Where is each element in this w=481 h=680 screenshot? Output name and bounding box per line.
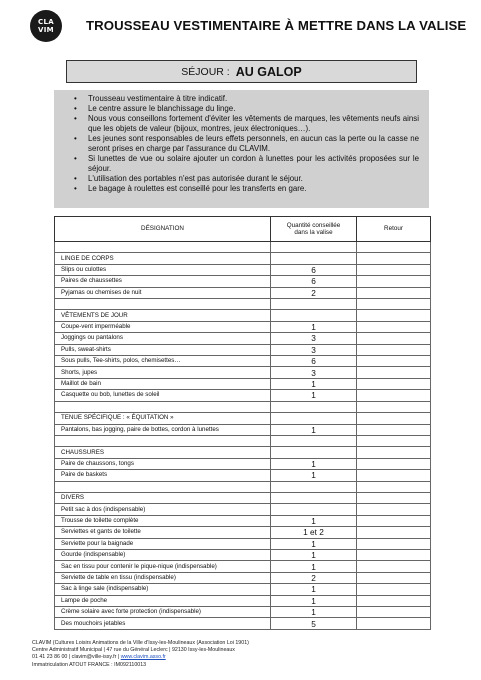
table-body bbox=[55, 242, 431, 630]
info-item: • Trousseau vestimentaire à titre indicatif. bbox=[74, 94, 419, 104]
logo-line-2: VIM bbox=[38, 26, 54, 34]
table-row bbox=[55, 378, 431, 389]
info-item: • Le centre assure le blanchissage du linge. bbox=[74, 104, 419, 114]
clavim-logo bbox=[30, 10, 62, 42]
item-return-cell bbox=[357, 333, 431, 344]
item-label: Sac en tissu pour contenir le pique-nique (indispensable) bbox=[55, 561, 271, 572]
header-designation: DÉSIGNATION bbox=[55, 217, 271, 242]
table-header-row bbox=[55, 217, 431, 242]
item-quantity bbox=[271, 401, 357, 412]
item-quantity: 5 bbox=[271, 618, 357, 629]
table-row bbox=[55, 584, 431, 595]
item-quantity bbox=[271, 435, 357, 446]
item-return-cell bbox=[357, 413, 431, 424]
item-return-cell bbox=[357, 618, 431, 629]
table-row bbox=[55, 538, 431, 549]
table-row bbox=[55, 595, 431, 606]
section-row bbox=[55, 447, 431, 458]
section-row bbox=[55, 492, 431, 503]
item-label bbox=[55, 242, 271, 253]
item-return-cell bbox=[357, 595, 431, 606]
table-row bbox=[55, 607, 431, 618]
item-return-cell bbox=[357, 253, 431, 264]
item-quantity bbox=[271, 481, 357, 492]
item-return-cell bbox=[357, 310, 431, 321]
spacer-row bbox=[55, 435, 431, 446]
table-row bbox=[55, 287, 431, 298]
table-row bbox=[55, 367, 431, 378]
item-quantity: 3 bbox=[271, 367, 357, 378]
item-quantity: 1 bbox=[271, 607, 357, 618]
item-return-cell bbox=[357, 481, 431, 492]
item-label: Serviette pour la baignade bbox=[55, 538, 271, 549]
spacer-row bbox=[55, 242, 431, 253]
item-quantity: 1 bbox=[271, 470, 357, 481]
item-label: Paire de baskets bbox=[55, 470, 271, 481]
item-quantity bbox=[271, 492, 357, 503]
item-quantity: 1 bbox=[271, 595, 357, 606]
page-title: TROUSSEAU VESTIMENTAIRE À METTRE DANS LA VALISE bbox=[86, 18, 467, 33]
item-return-cell bbox=[357, 549, 431, 560]
website-link[interactable]: www.clavim.asso.fr bbox=[120, 654, 166, 661]
spacer-row bbox=[55, 481, 431, 492]
item-label: Shorts, jupes bbox=[55, 367, 271, 378]
section-label: DIVERS bbox=[55, 492, 271, 503]
item-label: Sac à linge sale (indispensable) bbox=[55, 584, 271, 595]
item-return-cell bbox=[357, 470, 431, 481]
logo-line-1: CLA bbox=[38, 18, 54, 26]
item-quantity: 3 bbox=[271, 344, 357, 355]
spacer-row bbox=[55, 401, 431, 412]
item-label bbox=[55, 481, 271, 492]
item-return-cell bbox=[357, 584, 431, 595]
table-row bbox=[55, 356, 431, 367]
header-quantity-line-1: Quantité conseillée bbox=[286, 221, 341, 229]
item-label: Gourde (indispensable) bbox=[55, 549, 271, 560]
item-label: Sous pulls, Tee-shirts, polos, chemisettes… bbox=[55, 356, 271, 367]
item-quantity: 6 bbox=[271, 356, 357, 367]
item-label: Crème solaire avec forte protection (indispensable) bbox=[55, 607, 271, 618]
table-row bbox=[55, 424, 431, 435]
item-quantity: 1 bbox=[271, 584, 357, 595]
item-quantity: 1 bbox=[271, 515, 357, 526]
item-return-cell bbox=[357, 424, 431, 435]
table-row bbox=[55, 390, 431, 401]
item-quantity bbox=[271, 447, 357, 458]
item-return-cell bbox=[357, 492, 431, 503]
item-label: Petit sac à dos (indispensable) bbox=[55, 504, 271, 515]
item-label: Serviette de table en tissu (indispensable) bbox=[55, 572, 271, 583]
table-row bbox=[55, 458, 431, 469]
item-return-cell bbox=[357, 401, 431, 412]
item-quantity: 1 bbox=[271, 538, 357, 549]
item-quantity bbox=[271, 299, 357, 310]
table-row bbox=[55, 561, 431, 572]
header-quantity bbox=[271, 217, 357, 242]
info-list bbox=[74, 94, 419, 194]
item-label: Casquette ou bob, lunettes de soleil bbox=[55, 390, 271, 401]
stay-name: AU GALOP bbox=[235, 64, 302, 79]
item-quantity: 1 et 2 bbox=[271, 527, 357, 538]
item-quantity: 1 bbox=[271, 378, 357, 389]
item-label: Coupe-vent imperméable bbox=[55, 321, 271, 332]
item-return-cell bbox=[357, 458, 431, 469]
section-label: LINGE DE CORPS bbox=[55, 253, 271, 264]
item-label bbox=[55, 435, 271, 446]
item-return-cell bbox=[357, 527, 431, 538]
info-item: • Le bagage à roulettes est conseillé pour les transferts en gare. bbox=[74, 184, 419, 194]
item-quantity: 2 bbox=[271, 287, 357, 298]
item-return-cell bbox=[357, 561, 431, 572]
footer-line-3 bbox=[32, 654, 452, 661]
item-return-cell bbox=[357, 538, 431, 549]
item-quantity: 1 bbox=[271, 390, 357, 401]
item-label bbox=[55, 299, 271, 310]
item-label: Trousse de toilette complète bbox=[55, 515, 271, 526]
section-label: CHAUSSURES bbox=[55, 447, 271, 458]
item-label: Lampe de poche bbox=[55, 595, 271, 606]
section-label: TENUE SPÉCIFIQUE : « ÉQUITATION » bbox=[55, 413, 271, 424]
item-label: Serviettes et gants de toilette bbox=[55, 527, 271, 538]
section-row bbox=[55, 310, 431, 321]
info-item: • Nous vous conseillons fortement d'éviter les vêtements de marques, les vêtements neufs ainsi que les objets de valeur (bijoux, montres, jeux électroniques…). bbox=[74, 114, 419, 134]
table-row bbox=[55, 549, 431, 560]
item-quantity bbox=[271, 253, 357, 264]
item-quantity: 1 bbox=[271, 458, 357, 469]
item-quantity bbox=[271, 504, 357, 515]
footer-line-1: CLAVIM (Cultures Loisirs Animations de la Ville d'Issy-les-Moulineaux (Association Loi 1901) bbox=[32, 640, 249, 646]
table-row bbox=[55, 333, 431, 344]
item-return-cell bbox=[357, 390, 431, 401]
item-quantity: 3 bbox=[271, 333, 357, 344]
footer-line-4: Immatriculation ATOUT FRANCE : IM092110013 bbox=[32, 661, 147, 668]
item-return-cell bbox=[357, 344, 431, 355]
item-quantity bbox=[271, 413, 357, 424]
item-return-cell bbox=[357, 356, 431, 367]
table-row bbox=[55, 276, 431, 287]
item-label bbox=[55, 401, 271, 412]
item-label: Paires de chaussettes bbox=[55, 276, 271, 287]
info-item: • Les jeunes sont responsables de leurs effets personnels, en aucun cas la perte ou la casse ne seront prises en charge par l'assurance du CLAVIM. bbox=[74, 134, 419, 154]
table-row bbox=[55, 470, 431, 481]
item-quantity: 6 bbox=[271, 276, 357, 287]
info-box bbox=[54, 90, 429, 208]
header-return: Retour bbox=[357, 217, 431, 242]
item-quantity: 2 bbox=[271, 572, 357, 583]
item-return-cell bbox=[357, 504, 431, 515]
item-return-cell bbox=[357, 321, 431, 332]
item-label: Paire de chaussons, tongs bbox=[55, 458, 271, 469]
item-quantity: 6 bbox=[271, 264, 357, 275]
section-row bbox=[55, 253, 431, 264]
item-return-cell bbox=[357, 515, 431, 526]
item-return-cell bbox=[357, 572, 431, 583]
item-label: Des mouchoirs jetables bbox=[55, 618, 271, 629]
item-label: Pantalons, bas jogging, paire de bottes, cordon à lunettes bbox=[55, 424, 271, 435]
item-label: Pulls, sweat-shirts bbox=[55, 344, 271, 355]
item-return-cell bbox=[357, 276, 431, 287]
section-row bbox=[55, 413, 431, 424]
item-label: Joggings ou pantalons bbox=[55, 333, 271, 344]
table-row bbox=[55, 264, 431, 275]
item-quantity: 1 bbox=[271, 424, 357, 435]
item-quantity bbox=[271, 242, 357, 253]
footer bbox=[32, 640, 452, 669]
table-row bbox=[55, 572, 431, 583]
item-return-cell bbox=[357, 242, 431, 253]
item-label: Maillot de bain bbox=[55, 378, 271, 389]
table-row bbox=[55, 515, 431, 526]
table-row bbox=[55, 527, 431, 538]
table-row bbox=[55, 504, 431, 515]
item-quantity: 1 bbox=[271, 321, 357, 332]
item-label: Slips ou culottes bbox=[55, 264, 271, 275]
item-return-cell bbox=[357, 287, 431, 298]
table-row bbox=[55, 618, 431, 629]
item-return-cell bbox=[357, 607, 431, 618]
header-quantity-line-2: dans la valise bbox=[294, 229, 333, 236]
item-label: Pyjamas ou chemises de nuit bbox=[55, 287, 271, 298]
info-item: • L'utilisation des portables n'est pas autorisée durant le séjour. bbox=[74, 174, 419, 184]
item-quantity bbox=[271, 310, 357, 321]
item-return-cell bbox=[357, 299, 431, 310]
item-quantity: 1 bbox=[271, 561, 357, 572]
packing-table bbox=[54, 216, 431, 630]
stay-label: SÉJOUR : bbox=[181, 65, 230, 78]
footer-contact: 01 41 23 86 00 | clavim@ville-issy.fr | bbox=[32, 654, 121, 661]
item-return-cell bbox=[357, 264, 431, 275]
table-row bbox=[55, 321, 431, 332]
footer-line-2: Centre Administratif Municipal | 47 rue du Général Leclerc | 92130 Issy-les-Moulineaux bbox=[32, 647, 235, 654]
item-return-cell bbox=[357, 435, 431, 446]
item-quantity: 1 bbox=[271, 549, 357, 560]
item-return-cell bbox=[357, 367, 431, 378]
item-return-cell bbox=[357, 378, 431, 389]
table-row bbox=[55, 344, 431, 355]
item-return-cell bbox=[357, 447, 431, 458]
stay-banner bbox=[66, 60, 417, 83]
section-label: VÊTEMENTS DE JOUR bbox=[55, 310, 271, 321]
spacer-row bbox=[55, 299, 431, 310]
info-item: • Si lunettes de vue ou solaire ajouter un cordon à lunettes pour les activités proposées sur le séjour. bbox=[74, 154, 419, 174]
